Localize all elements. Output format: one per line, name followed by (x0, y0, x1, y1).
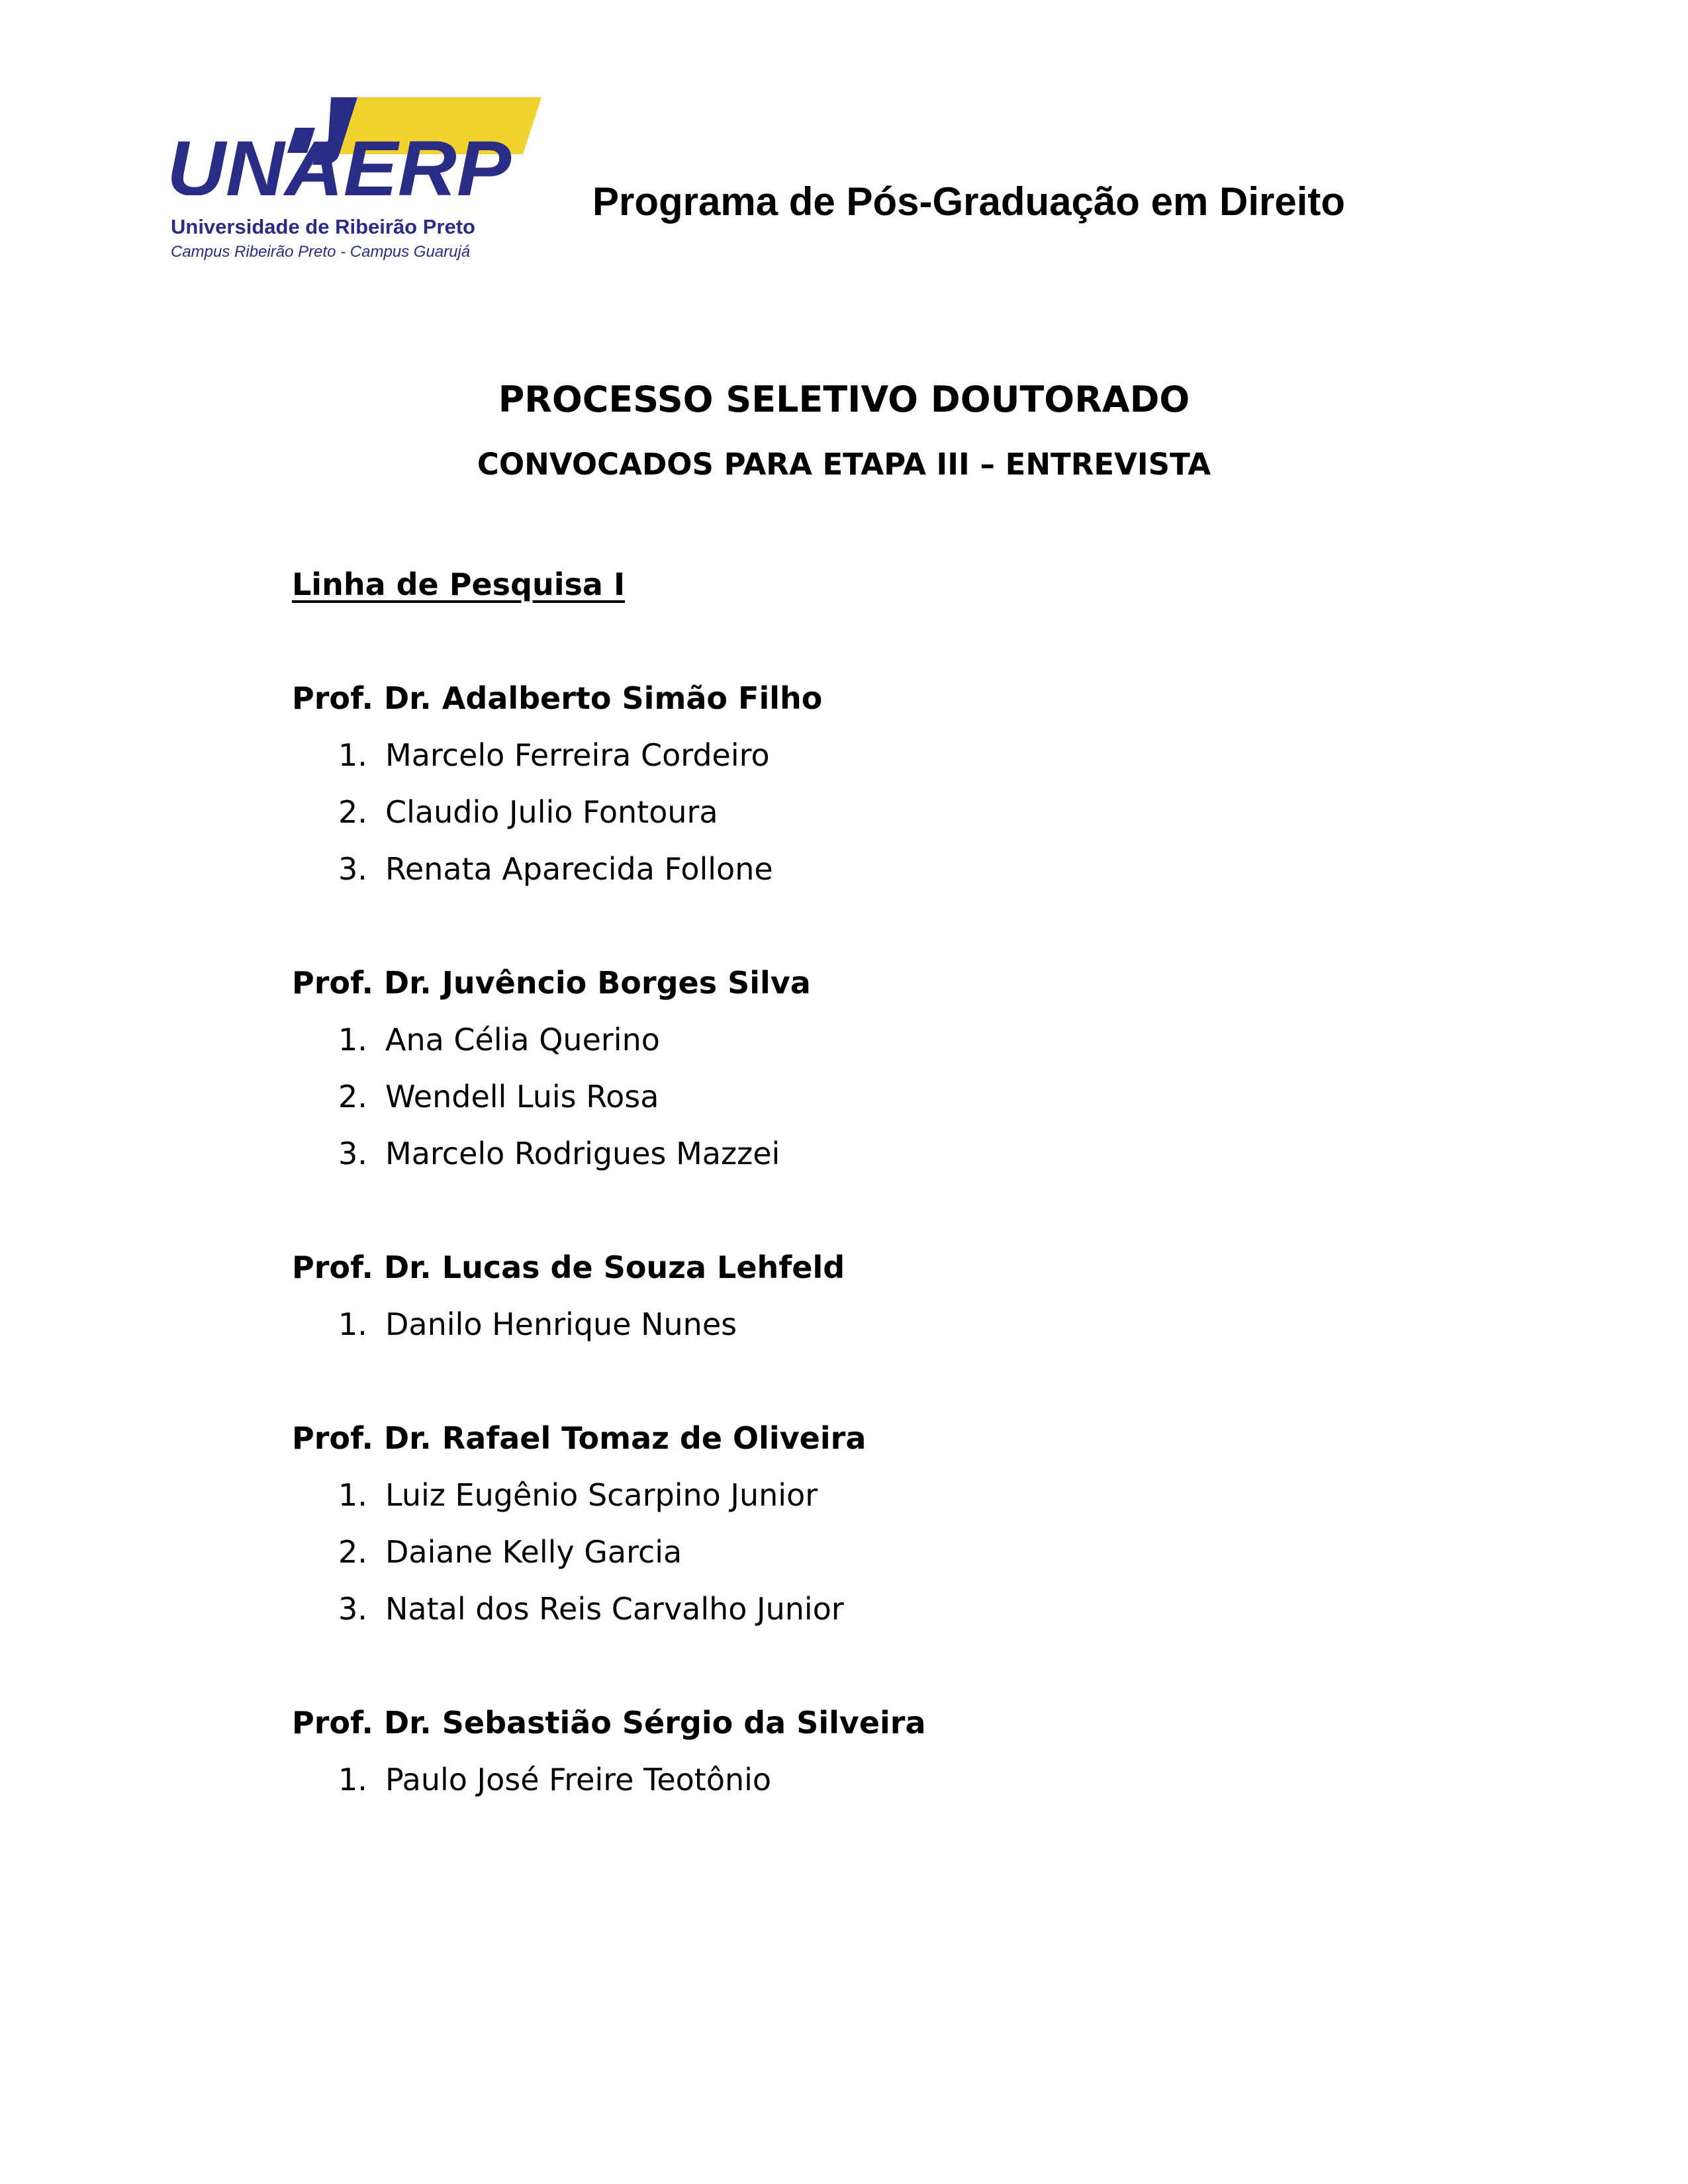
list-item (292, 1296, 1550, 1353)
professor-group (292, 1239, 1550, 1353)
list-item (292, 727, 1550, 784)
unaerp-logo (165, 96, 549, 268)
list-item (292, 1580, 1550, 1637)
program-title: Programa de Pós-Graduação em Direito (592, 179, 1346, 224)
list-number: 3. (338, 1591, 367, 1627)
professor-group (292, 670, 1550, 897)
list-number: 3. (338, 851, 367, 887)
list-item (292, 1524, 1550, 1580)
unaerp-logo-mark (165, 96, 549, 195)
list-number: 1. (338, 1477, 367, 1513)
professor-name: Prof. Dr. Rafael Tomaz de Oliveira (292, 1420, 867, 1456)
list-item (292, 841, 1550, 897)
list-item (292, 1467, 1550, 1524)
document-subtitle: CONVOCADOS PARA ETAPA III – ENTREVISTA (477, 447, 1211, 482)
document-body (292, 556, 1550, 1865)
list-number: 1. (338, 1022, 367, 1058)
candidate-list (292, 1011, 1550, 1182)
professor-name: Prof. Dr. Lucas de Souza Lehfeld (292, 1250, 845, 1285)
list-number: 1. (338, 1306, 367, 1342)
list-number: 2. (338, 1079, 367, 1115)
candidate-list (292, 1296, 1550, 1353)
list-number: 3. (338, 1136, 367, 1171)
logo-campuses: Campus Ribeirão Preto - Campus Guarujá (171, 243, 471, 261)
candidate-name: Danilo Henrique Nunes (385, 1306, 737, 1342)
list-item (292, 1751, 1550, 1808)
professor-name: Prof. Dr. Juvêncio Borges Silva (292, 965, 811, 1001)
list-item (292, 1125, 1550, 1182)
list-item (292, 784, 1550, 841)
candidate-list (292, 1467, 1550, 1637)
professor-group (292, 1694, 1550, 1808)
logo-wordmark: UNAERP (167, 125, 512, 195)
candidate-list (292, 1751, 1550, 1808)
logo-university-name: Universidade de Ribeirão Preto (171, 215, 475, 238)
candidate-name: Wendell Luis Rosa (385, 1079, 659, 1115)
professor-group (292, 954, 1550, 1182)
list-number: 2. (338, 1534, 367, 1570)
professor-group (292, 1410, 1550, 1637)
research-line-heading: Linha de Pesquisa I (292, 567, 626, 602)
candidate-name: Luiz Eugênio Scarpino Junior (385, 1477, 818, 1513)
list-number: 1. (338, 737, 367, 773)
candidate-name: Claudio Julio Fontoura (385, 794, 718, 830)
list-item (292, 1011, 1550, 1068)
candidate-name: Paulo José Freire Teotônio (385, 1762, 772, 1797)
candidate-name: Marcelo Ferreira Cordeiro (385, 737, 770, 773)
candidate-name: Natal dos Reis Carvalho Junior (385, 1591, 844, 1627)
candidate-name: Renata Aparecida Follone (385, 851, 773, 887)
list-number: 1. (338, 1762, 367, 1797)
professor-name: Prof. Dr. Sebastião Sérgio da Silveira (292, 1705, 926, 1741)
candidate-name: Daiane Kelly Garcia (385, 1534, 682, 1570)
candidate-name: Marcelo Rodrigues Mazzei (385, 1136, 780, 1171)
document-title: PROCESSO SELETIVO DOUTORADO (498, 379, 1190, 420)
candidate-list (292, 727, 1550, 897)
professor-name: Prof. Dr. Adalberto Simão Filho (292, 680, 823, 716)
list-number: 2. (338, 794, 367, 830)
list-item (292, 1068, 1550, 1125)
candidate-name: Ana Célia Querino (385, 1022, 660, 1058)
